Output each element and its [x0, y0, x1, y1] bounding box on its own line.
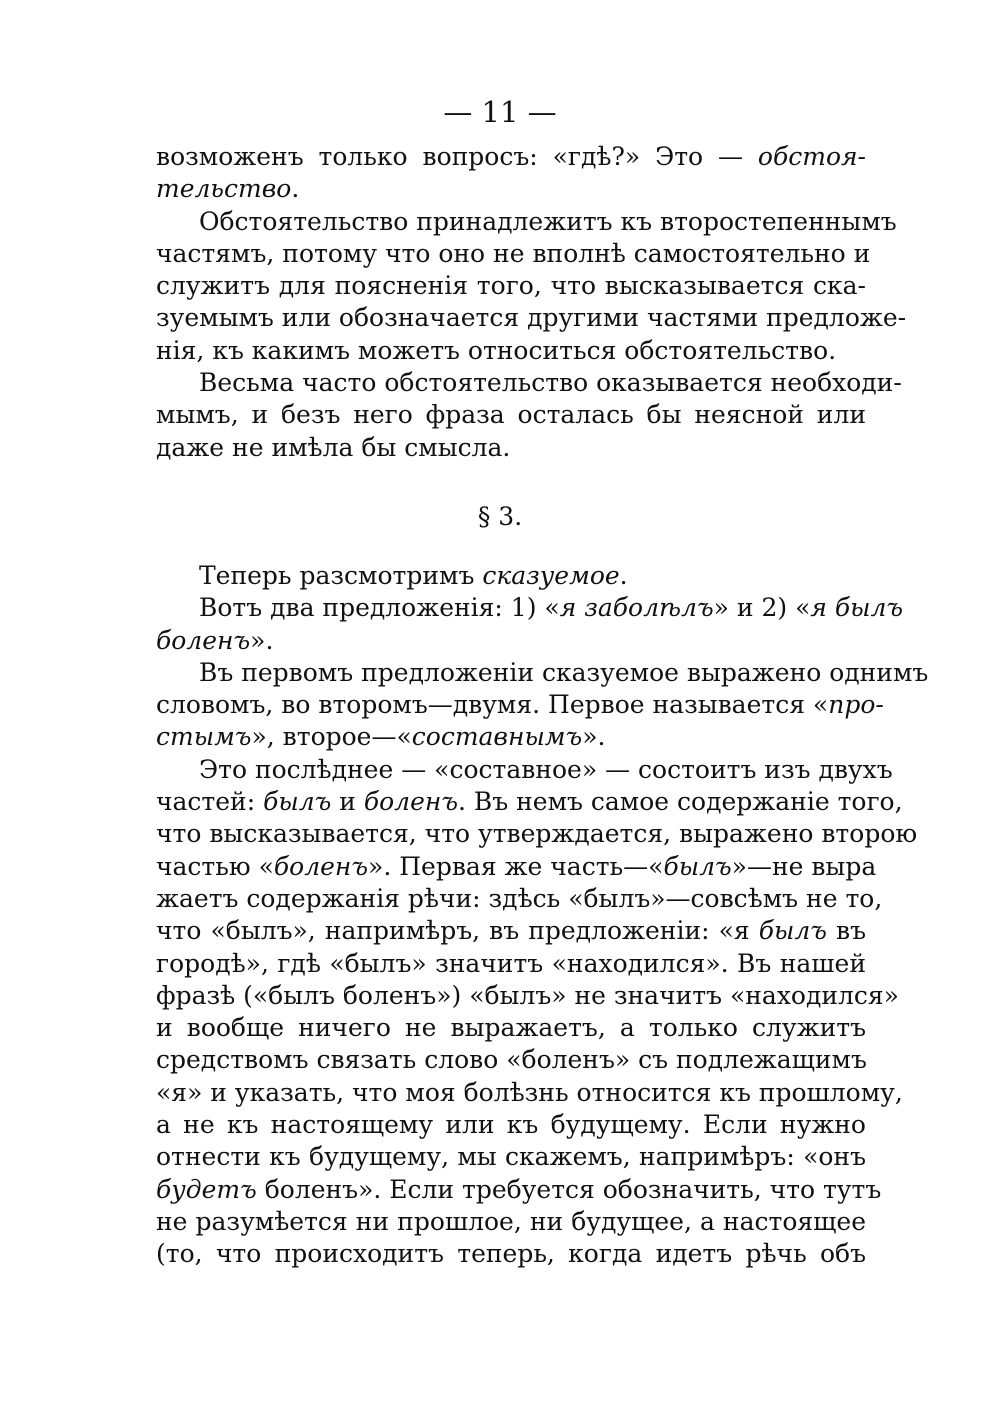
italic-text: былъ	[663, 851, 732, 881]
text-line	[156, 432, 866, 464]
text-line	[156, 657, 929, 689]
italic-text: былъ	[263, 787, 332, 817]
text-run: .	[291, 174, 300, 204]
text-run: зуемымъ или обозначается другими частями предложе-	[156, 303, 907, 333]
italic-text: составнымъ	[411, 722, 583, 752]
text-run: . Въ немъ самое содержаніе того,	[458, 787, 903, 817]
text-line	[156, 141, 866, 173]
text-block-section-3	[156, 560, 929, 1271]
text-run: боленъ». Если требуется обозначить, что тутъ	[256, 1174, 882, 1204]
text-line	[156, 1141, 866, 1173]
italic-text: боленъ	[156, 625, 251, 655]
text-line	[156, 1044, 866, 1076]
italic-text: стымъ	[156, 722, 252, 752]
italic-text: боленъ	[273, 851, 369, 881]
text-line	[156, 367, 902, 399]
text-line	[156, 399, 866, 431]
text-line	[156, 915, 866, 947]
text-run: частей:	[156, 787, 264, 817]
text-run: въ	[826, 916, 866, 946]
text-line	[156, 1109, 866, 1141]
text-run: словомъ, во второмъ—двумя. Первое называется «	[156, 690, 829, 720]
text-run: частямъ, потому что оно не вполнѣ самостоятельно и	[156, 238, 871, 268]
text-line	[156, 270, 866, 302]
text-run: что «былъ», напримѣръ, въ предложеніи: «я	[156, 916, 759, 946]
text-run: .	[619, 561, 628, 590]
text-line	[156, 238, 871, 270]
text-line	[156, 1174, 882, 1206]
text-run: отнести къ будущему, мы скажемъ, напримѣръ: «онъ	[156, 1142, 866, 1172]
italic-text: боленъ	[363, 787, 459, 817]
text-line	[156, 625, 866, 657]
italic-text: я былъ	[810, 593, 904, 623]
text-run: мымъ, и безъ него фраза осталась бы неясной или	[156, 400, 866, 430]
text-run: фразѣ («былъ боленъ») «былъ» не значитъ «находился»	[156, 980, 899, 1010]
italic-text: сказуемое	[482, 561, 620, 590]
text-run: », второе—«	[251, 722, 412, 752]
text-run: Это послѣднее — «составное» — состоитъ изъ двухъ	[199, 754, 893, 784]
text-run: Вотъ два предложенія: 1) «	[199, 593, 560, 623]
text-run: и вообще ничего не выражаетъ, а только служитъ	[156, 1013, 866, 1043]
text-run: » и 2) «	[713, 593, 811, 623]
text-run: ». Первая же часть—«	[368, 851, 664, 881]
text-line	[156, 786, 903, 818]
text-line	[156, 206, 897, 238]
text-run: Въ первомъ предложеніи сказуемое выражено однимъ	[199, 657, 929, 687]
text-run: Весьма часто обстоятельство оказывается необходи-	[199, 368, 902, 398]
text-run: жаетъ содержанія рѣчи: здѣсь «былъ»—совсѣмъ не то,	[156, 883, 883, 913]
text-line	[156, 883, 883, 915]
italic-text: про-	[828, 690, 884, 720]
text-run: и	[331, 787, 364, 817]
text-run: городѣ», гдѣ «былъ» значитъ «находился». Въ нашей	[156, 948, 866, 978]
text-run: средствомъ связать слово «боленъ» съ подлежащимъ	[156, 1045, 867, 1075]
text-run: частью «	[156, 851, 274, 881]
text-run: »—не выра	[731, 851, 877, 881]
italic-text: былъ	[758, 916, 827, 946]
text-line	[156, 689, 884, 721]
text-run: Обстоятельство принадлежитъ къ второстепеннымъ	[199, 206, 897, 236]
text-run: что высказывается, что утверждается, выражено второю	[156, 819, 918, 849]
text-line	[156, 948, 866, 980]
text-run: служитъ для поясненія того, что высказывается ска-	[156, 271, 866, 301]
text-line	[156, 1012, 866, 1044]
text-line	[156, 851, 877, 883]
text-line	[156, 560, 866, 592]
text-run: ».	[250, 625, 274, 655]
text-line	[156, 173, 866, 205]
text-run: «я» и указать, что моя болѣзнь относится къ прошлому,	[156, 1077, 903, 1107]
text-block-top	[156, 141, 907, 464]
italic-text: будетъ	[156, 1174, 257, 1204]
text-run: даже не имѣла бы смысла.	[156, 432, 511, 462]
text-run: а не къ настоящему или къ будущему. Если нужно	[156, 1110, 866, 1140]
text-run: Теперь разсмотримъ	[199, 561, 483, 590]
text-line	[156, 335, 866, 367]
text-line	[156, 818, 918, 850]
text-line	[156, 1206, 866, 1238]
text-line	[156, 302, 907, 334]
italic-text: я заболѣлъ	[559, 593, 714, 623]
text-run: нія, къ какимъ можетъ относиться обстоятельство.	[156, 335, 837, 365]
italic-text: обстоя-	[757, 142, 866, 171]
text-run: ».	[582, 722, 606, 752]
text-run: возможенъ только вопросъ: «гдѣ?» Это —	[156, 142, 758, 171]
italic-text: тельство	[156, 174, 292, 204]
text-line	[156, 1238, 866, 1270]
text-run: не разумѣется ни прошлое, ни будущее, а настоящее	[156, 1206, 866, 1236]
text-line	[156, 1077, 903, 1109]
section-heading: § 3.	[477, 502, 523, 531]
text-line	[156, 754, 893, 786]
text-line	[156, 592, 904, 624]
text-line	[156, 721, 866, 753]
text-line	[156, 980, 899, 1012]
page-number: — 11 —	[443, 95, 557, 129]
text-run: (то, что происходитъ теперь, когда идетъ рѣчь объ	[156, 1239, 866, 1269]
